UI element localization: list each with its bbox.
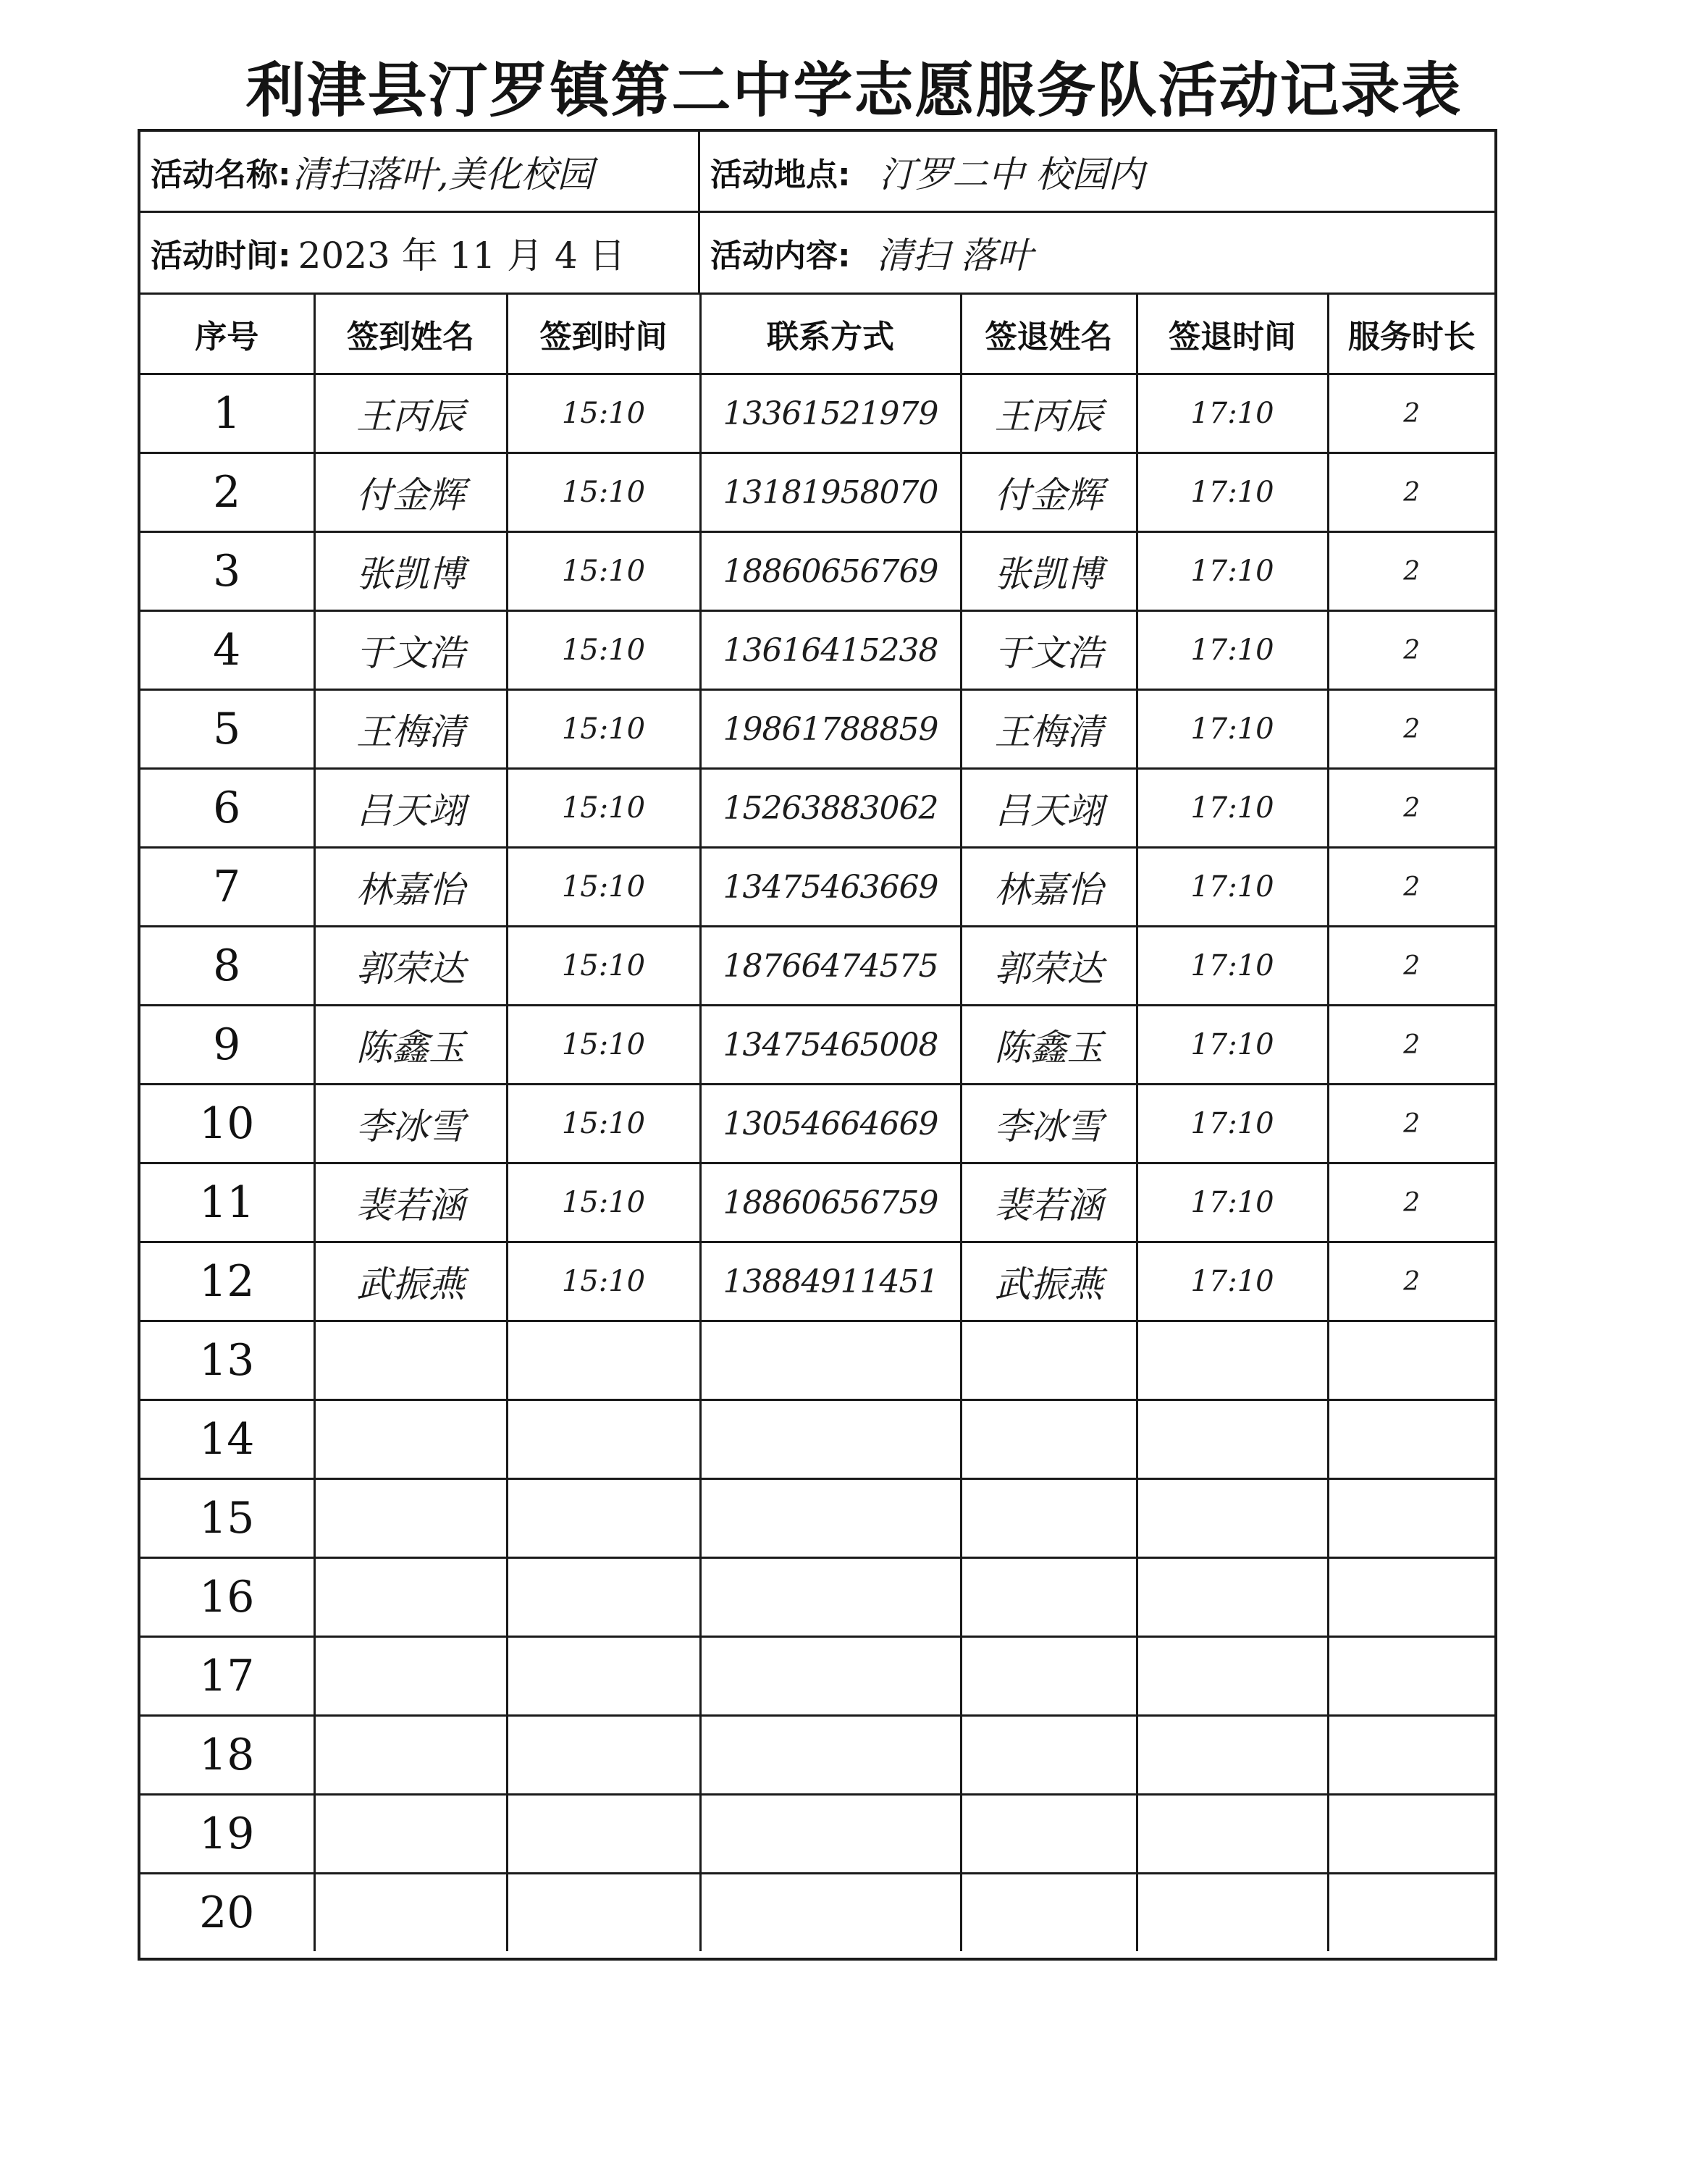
- row-duration-cell: [1328, 1321, 1494, 1400]
- row-sign-in-time: 15:10: [561, 397, 646, 430]
- row-duration: 2: [1403, 1266, 1421, 1297]
- row-contact-cell: [700, 532, 961, 611]
- activity-time-label: 活动时间:: [151, 237, 291, 274]
- activity-place-cell: [700, 132, 1494, 211]
- row-sign-in-name-cell: [314, 1558, 507, 1637]
- header-contact: 联系方式: [700, 295, 961, 374]
- meta-divider: [698, 132, 700, 295]
- row-sign-in-time-cell: [507, 1006, 700, 1085]
- table-row: [140, 453, 1494, 532]
- row-sign-out-time: 17:10: [1190, 949, 1274, 982]
- row-seq: 19: [199, 1809, 255, 1859]
- row-contact: 13884911451: [723, 1263, 938, 1300]
- row-sign-out-name-cell: [961, 1163, 1137, 1242]
- row-duration-cell: [1328, 1795, 1494, 1874]
- page-title: 利津县汀罗镇第二中学志愿服务队活动记录表: [245, 56, 1463, 125]
- row-sign-out-time-cell: [1137, 1006, 1328, 1085]
- row-sign-in-name: 林嘉怡: [356, 869, 465, 911]
- row-seq-cell: [140, 1558, 314, 1637]
- row-sign-in-name: 郭荣达: [356, 948, 465, 990]
- row-duration-cell: [1328, 611, 1494, 690]
- row-sign-in-name-cell: [314, 1321, 507, 1400]
- table-row: [140, 1637, 1494, 1716]
- row-sign-out-name-cell: [961, 1558, 1137, 1637]
- header-sign-out-name: 签退姓名: [961, 295, 1137, 374]
- row-seq-cell: [140, 453, 314, 532]
- row-sign-out-time: 17:10: [1190, 712, 1274, 746]
- row-seq-cell: [140, 1321, 314, 1400]
- row-sign-in-name-cell: [314, 532, 507, 611]
- row-contact-cell: [700, 1163, 961, 1242]
- row-sign-out-name-cell: [961, 1874, 1137, 1952]
- row-sign-in-time-cell: [507, 453, 700, 532]
- row-seq-cell: [140, 927, 314, 1006]
- records-table: [140, 295, 1494, 1951]
- row-contact: 13361521979: [723, 395, 938, 432]
- row-sign-in-time-cell: [507, 374, 700, 453]
- row-sign-in-name: 吕天翊: [356, 790, 465, 832]
- row-contact-cell: [700, 1637, 961, 1716]
- row-sign-in-name: 于文浩: [356, 632, 465, 674]
- row-duration: 2: [1403, 398, 1421, 429]
- row-duration-cell: [1328, 848, 1494, 927]
- row-sign-out-name-cell: [961, 1006, 1137, 1085]
- row-sign-out-time: 17:10: [1190, 791, 1274, 825]
- table-row: [140, 532, 1494, 611]
- row-sign-out-time-cell: [1137, 1400, 1328, 1479]
- row-seq: 11: [199, 1177, 255, 1228]
- row-sign-in-time: 15:10: [561, 476, 646, 509]
- row-seq: 16: [199, 1572, 255, 1622]
- table-row: [140, 1163, 1494, 1242]
- row-sign-in-name-cell: [314, 1400, 507, 1479]
- activity-place-value: 汀罗二中 校园内: [879, 153, 1145, 195]
- row-duration-cell: [1328, 1874, 1494, 1952]
- row-sign-in-name-cell: [314, 1637, 507, 1716]
- row-duration-cell: [1328, 769, 1494, 848]
- row-sign-out-time: 17:10: [1190, 555, 1274, 588]
- row-sign-out-time-cell: [1137, 1479, 1328, 1558]
- row-contact: 13475465008: [723, 1026, 938, 1064]
- header-sign-in-time: 签到时间: [507, 295, 700, 374]
- table-row: [140, 1242, 1494, 1321]
- row-sign-out-name-cell: [961, 690, 1137, 769]
- activity-content-cell: [700, 213, 1494, 292]
- row-sign-out-time: 17:10: [1190, 1186, 1274, 1219]
- row-sign-out-time-cell: [1137, 1321, 1328, 1400]
- row-sign-in-time-cell: [507, 1558, 700, 1637]
- row-sign-out-name: 王丙辰: [994, 395, 1103, 437]
- row-sign-in-time: 15:10: [561, 1186, 646, 1219]
- table-row: [140, 1479, 1494, 1558]
- row-sign-in-time-cell: [507, 1400, 700, 1479]
- row-sign-out-time-cell: [1137, 1795, 1328, 1874]
- row-duration: 2: [1403, 1187, 1421, 1218]
- row-contact-cell: [700, 1242, 961, 1321]
- row-seq: 9: [213, 1019, 241, 1070]
- row-sign-in-name: 王丙辰: [356, 395, 465, 437]
- row-sign-out-name: 林嘉怡: [994, 869, 1103, 911]
- row-sign-in-time-cell: [507, 1716, 700, 1795]
- row-seq-cell: [140, 1479, 314, 1558]
- row-duration-cell: [1328, 1242, 1494, 1321]
- row-seq: 13: [199, 1335, 255, 1386]
- row-contact: 13475463669: [723, 868, 938, 906]
- row-sign-in-time-cell: [507, 690, 700, 769]
- row-contact: 18860656769: [723, 552, 938, 590]
- row-seq-cell: [140, 1085, 314, 1163]
- row-sign-out-time-cell: [1137, 1163, 1328, 1242]
- row-contact-cell: [700, 769, 961, 848]
- row-sign-out-name: 陈鑫玉: [994, 1027, 1103, 1069]
- row-sign-out-name: 张凯博: [994, 553, 1103, 595]
- row-sign-out-name: 武振燕: [994, 1263, 1103, 1305]
- row-duration-cell: [1328, 1085, 1494, 1163]
- row-sign-out-name-cell: [961, 1716, 1137, 1795]
- header-sign-out-time: 签退时间: [1137, 295, 1328, 374]
- record-form: [138, 129, 1497, 1961]
- row-sign-out-name-cell: [961, 927, 1137, 1006]
- row-seq: 15: [199, 1493, 255, 1544]
- row-seq-cell: [140, 532, 314, 611]
- activity-place-label: 活动地点:: [710, 156, 851, 193]
- row-sign-in-time: 15:10: [561, 1028, 646, 1061]
- row-sign-in-time-cell: [507, 1479, 700, 1558]
- row-sign-out-time-cell: [1137, 1874, 1328, 1952]
- table-row: [140, 1558, 1494, 1637]
- row-seq: 7: [213, 862, 241, 912]
- row-contact-cell: [700, 1874, 961, 1952]
- header-sign-in-name: 签到姓名: [314, 295, 507, 374]
- row-sign-out-time-cell: [1137, 927, 1328, 1006]
- row-contact-cell: [700, 374, 961, 453]
- row-sign-out-name-cell: [961, 1321, 1137, 1400]
- row-duration: 2: [1403, 714, 1421, 744]
- row-seq-cell: [140, 1795, 314, 1874]
- meta-row-name-place: [140, 132, 1494, 213]
- row-duration: 2: [1403, 793, 1421, 823]
- row-contact-cell: [700, 1479, 961, 1558]
- row-duration: 2: [1403, 1030, 1421, 1060]
- row-contact-cell: [700, 1321, 961, 1400]
- row-sign-out-time-cell: [1137, 1242, 1328, 1321]
- row-contact: 13616415238: [723, 631, 938, 669]
- row-sign-out-name-cell: [961, 453, 1137, 532]
- row-sign-out-time: 17:10: [1190, 1028, 1274, 1061]
- table-row: [140, 611, 1494, 690]
- row-sign-in-time: 15:10: [561, 712, 646, 746]
- row-seq: 4: [213, 625, 241, 675]
- row-duration-cell: [1328, 1163, 1494, 1242]
- row-sign-out-name-cell: [961, 532, 1137, 611]
- row-duration: 2: [1403, 872, 1421, 902]
- row-seq-cell: [140, 1163, 314, 1242]
- row-sign-out-time: 17:10: [1190, 397, 1274, 430]
- row-contact-cell: [700, 1716, 961, 1795]
- row-sign-in-time: 15:10: [561, 1265, 646, 1298]
- row-sign-out-time: 17:10: [1190, 476, 1274, 509]
- row-sign-out-time-cell: [1137, 1085, 1328, 1163]
- row-sign-in-name-cell: [314, 848, 507, 927]
- row-contact: 13181958070: [723, 473, 938, 511]
- row-contact: 18766474575: [723, 947, 938, 985]
- row-seq: 20: [199, 1887, 255, 1938]
- row-sign-out-name: 裴若涵: [994, 1184, 1103, 1226]
- row-duration-cell: [1328, 1006, 1494, 1085]
- table-row: [140, 1006, 1494, 1085]
- table-row: [140, 927, 1494, 1006]
- row-seq-cell: [140, 1006, 314, 1085]
- row-contact: 18860656759: [723, 1184, 938, 1221]
- row-contact-cell: [700, 1006, 961, 1085]
- row-sign-in-name-cell: [314, 1006, 507, 1085]
- row-duration-cell: [1328, 1716, 1494, 1795]
- row-sign-in-time: 15:10: [561, 791, 646, 825]
- row-sign-out-name-cell: [961, 1400, 1137, 1479]
- row-duration-cell: [1328, 1637, 1494, 1716]
- table-row: [140, 1874, 1494, 1952]
- row-sign-out-name: 付金辉: [994, 474, 1103, 516]
- row-sign-out-time-cell: [1137, 690, 1328, 769]
- row-seq-cell: [140, 1242, 314, 1321]
- row-sign-in-name-cell: [314, 1874, 507, 1952]
- row-sign-in-name-cell: [314, 611, 507, 690]
- row-sign-in-name-cell: [314, 453, 507, 532]
- row-sign-in-time-cell: [507, 1321, 700, 1400]
- row-duration-cell: [1328, 453, 1494, 532]
- row-sign-in-time: 15:10: [561, 555, 646, 588]
- table-header-row: [140, 295, 1494, 374]
- row-sign-in-time: 15:10: [561, 870, 646, 904]
- row-sign-out-time: 17:10: [1190, 1265, 1274, 1298]
- row-duration-cell: [1328, 1558, 1494, 1637]
- row-duration-cell: [1328, 927, 1494, 1006]
- row-sign-in-time-cell: [507, 927, 700, 1006]
- row-sign-in-name: 武振燕: [356, 1263, 465, 1305]
- row-contact-cell: [700, 927, 961, 1006]
- table-row: [140, 1716, 1494, 1795]
- table-row: [140, 1400, 1494, 1479]
- row-sign-out-time-cell: [1137, 848, 1328, 927]
- row-sign-in-time-cell: [507, 1085, 700, 1163]
- row-sign-in-name-cell: [314, 1163, 507, 1242]
- row-sign-out-name: 王梅清: [994, 711, 1103, 753]
- row-duration: 2: [1403, 951, 1421, 981]
- row-seq-cell: [140, 1716, 314, 1795]
- row-sign-in-time-cell: [507, 848, 700, 927]
- row-seq: 12: [199, 1256, 255, 1307]
- row-duration-cell: [1328, 1400, 1494, 1479]
- row-sign-in-time-cell: [507, 1163, 700, 1242]
- row-seq-cell: [140, 374, 314, 453]
- row-sign-out-time-cell: [1137, 374, 1328, 453]
- meta-row-time-content: [140, 213, 1494, 295]
- row-sign-out-name: 吕天翊: [994, 790, 1103, 832]
- activity-content-label: 活动内容:: [710, 237, 851, 274]
- row-duration-cell: [1328, 374, 1494, 453]
- row-sign-out-name-cell: [961, 374, 1137, 453]
- table-row: [140, 769, 1494, 848]
- row-sign-out-time: 17:10: [1190, 870, 1274, 904]
- row-sign-in-time-cell: [507, 532, 700, 611]
- row-sign-out-time: 17:10: [1190, 634, 1274, 667]
- row-sign-in-name-cell: [314, 1085, 507, 1163]
- row-sign-out-name-cell: [961, 769, 1137, 848]
- row-sign-in-time: 15:10: [561, 949, 646, 982]
- activity-name-label: 活动名称:: [151, 156, 291, 193]
- header-seq: 序号: [140, 295, 314, 374]
- row-seq: 8: [213, 940, 241, 991]
- row-sign-out-name-cell: [961, 1479, 1137, 1558]
- row-contact: 19861788859: [723, 710, 938, 748]
- row-sign-in-name-cell: [314, 769, 507, 848]
- row-sign-in-name: 陈鑫玉: [356, 1027, 465, 1069]
- row-sign-in-time-cell: [507, 1795, 700, 1874]
- row-sign-in-time-cell: [507, 611, 700, 690]
- row-sign-out-name-cell: [961, 1795, 1137, 1874]
- row-seq: 2: [213, 467, 241, 518]
- row-contact-cell: [700, 690, 961, 769]
- row-sign-out-time-cell: [1137, 611, 1328, 690]
- row-sign-in-time: 15:10: [561, 1107, 646, 1140]
- row-sign-out-time-cell: [1137, 1716, 1328, 1795]
- row-sign-in-time-cell: [507, 769, 700, 848]
- row-seq: 5: [213, 704, 241, 754]
- row-duration: 2: [1403, 635, 1421, 665]
- table-row: [140, 1321, 1494, 1400]
- row-seq-cell: [140, 1637, 314, 1716]
- row-duration: 2: [1403, 1108, 1421, 1139]
- row-sign-out-time-cell: [1137, 453, 1328, 532]
- row-contact-cell: [700, 1558, 961, 1637]
- row-sign-out-name-cell: [961, 848, 1137, 927]
- row-seq: 14: [199, 1414, 255, 1465]
- row-contact-cell: [700, 1085, 961, 1163]
- row-seq-cell: [140, 769, 314, 848]
- row-sign-in-time: 15:10: [561, 634, 646, 667]
- row-sign-out-time-cell: [1137, 769, 1328, 848]
- row-sign-in-name-cell: [314, 1242, 507, 1321]
- row-seq-cell: [140, 611, 314, 690]
- row-contact-cell: [700, 611, 961, 690]
- row-seq-cell: [140, 848, 314, 927]
- row-seq: 18: [199, 1730, 255, 1780]
- row-contact-cell: [700, 1400, 961, 1479]
- row-sign-out-name: 于文浩: [994, 632, 1103, 674]
- row-seq-cell: [140, 1400, 314, 1479]
- row-seq: 6: [213, 783, 241, 833]
- row-contact-cell: [700, 1795, 961, 1874]
- row-sign-in-name-cell: [314, 1716, 507, 1795]
- row-sign-out-time-cell: [1137, 1637, 1328, 1716]
- row-duration-cell: [1328, 690, 1494, 769]
- row-sign-out-time-cell: [1137, 532, 1328, 611]
- row-sign-in-name-cell: [314, 374, 507, 453]
- row-contact-cell: [700, 848, 961, 927]
- table-row: [140, 1085, 1494, 1163]
- row-sign-out-name-cell: [961, 1242, 1137, 1321]
- activity-time-value: 2023 年 11 月 4 日: [298, 235, 626, 277]
- row-sign-out-name: 郭荣达: [994, 948, 1103, 990]
- row-sign-in-name: 王梅清: [356, 711, 465, 753]
- row-sign-out-name: 李冰雪: [994, 1106, 1103, 1148]
- table-row: [140, 690, 1494, 769]
- row-seq: 17: [199, 1651, 255, 1701]
- activity-content-value: 清扫 落叶: [876, 235, 1033, 277]
- row-sign-in-name-cell: [314, 1795, 507, 1874]
- row-contact-cell: [700, 453, 961, 532]
- row-sign-in-name-cell: [314, 1479, 507, 1558]
- table-row: [140, 1795, 1494, 1874]
- row-sign-in-time-cell: [507, 1242, 700, 1321]
- table-row: [140, 374, 1494, 453]
- row-sign-in-time-cell: [507, 1874, 700, 1952]
- row-seq-cell: [140, 1874, 314, 1952]
- row-seq: 1: [213, 388, 241, 439]
- row-seq: 3: [213, 546, 241, 597]
- row-sign-out-time-cell: [1137, 1558, 1328, 1637]
- row-sign-in-name: 付金辉: [356, 474, 465, 516]
- row-duration: 2: [1403, 477, 1421, 508]
- row-sign-out-name-cell: [961, 611, 1137, 690]
- row-contact: 15263883062: [723, 789, 938, 827]
- row-sign-in-name: 李冰雪: [356, 1106, 465, 1148]
- row-sign-in-name: 张凯博: [356, 553, 465, 595]
- activity-name-cell: [140, 132, 698, 211]
- activity-time-cell: [140, 213, 698, 292]
- records-body: [140, 374, 1494, 1952]
- row-duration-cell: [1328, 1479, 1494, 1558]
- row-sign-in-name-cell: [314, 927, 507, 1006]
- row-duration: 2: [1403, 556, 1421, 586]
- table-row: [140, 848, 1494, 927]
- row-sign-out-name-cell: [961, 1085, 1137, 1163]
- row-seq: 10: [199, 1098, 255, 1149]
- row-sign-in-name-cell: [314, 690, 507, 769]
- row-sign-in-time-cell: [507, 1637, 700, 1716]
- row-sign-in-name: 裴若涵: [356, 1184, 465, 1226]
- row-contact: 13054664669: [723, 1105, 938, 1142]
- activity-name-value: 清扫落叶,美化校园: [292, 153, 594, 195]
- row-sign-out-time: 17:10: [1190, 1107, 1274, 1140]
- header-duration: 服务时长: [1328, 295, 1494, 374]
- row-sign-out-name-cell: [961, 1637, 1137, 1716]
- row-seq-cell: [140, 690, 314, 769]
- row-duration-cell: [1328, 532, 1494, 611]
